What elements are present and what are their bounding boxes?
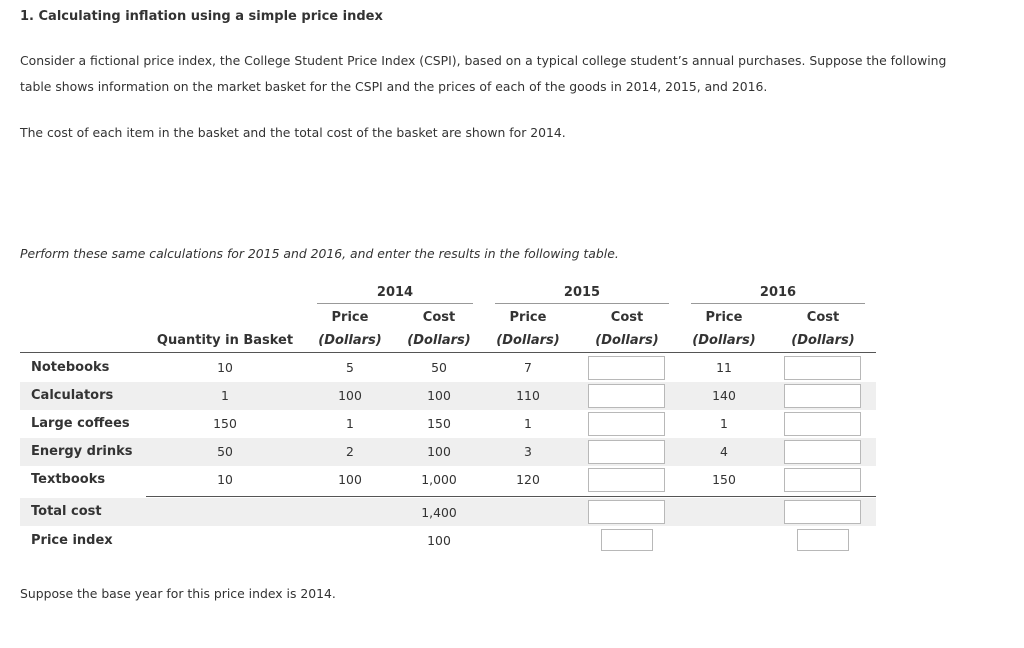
cost-2016-input-calculators[interactable] [784,384,861,408]
price-2015-cell: 120 [516,472,540,487]
cost-2016-input-notebooks[interactable] [784,356,861,380]
year-underline-2015 [495,303,669,304]
intro-line-1: Consider a fictional price index, the College Student Price Index (CSPI), based on a typical college student’s annual purchases. Suppose the following [20,53,947,68]
year-underline-2016 [691,303,865,304]
price-2014-cell: 2 [346,444,354,459]
price-2014-cell: 1 [346,416,354,431]
cost-unit-2015: (Dollars) [595,333,659,348]
cost-2016-input-energy-drinks[interactable] [784,440,861,464]
price-index-2016-input[interactable] [797,529,849,551]
cost-unit-2014: (Dollars) [407,333,471,348]
year-header-2015: 2015 [563,285,601,300]
price-2015-cell: 3 [524,444,532,459]
cost-2015-input-notebooks[interactable] [588,356,665,380]
price-2015-cell: 7 [524,360,532,375]
row-label: Calculators [31,388,114,403]
quantity-cell: 10 [217,472,233,487]
cost-2014-cell: 50 [431,360,447,375]
quantity-cell: 10 [217,360,233,375]
price-2016-cell: 140 [712,388,736,403]
cost-unit-2016: (Dollars) [791,333,855,348]
price-index-label: Price index [31,533,113,548]
cost-2015-input-energy-drinks[interactable] [588,440,665,464]
quantity-cell: 150 [213,416,237,431]
price-2016-cell: 4 [720,444,728,459]
row-label: Large coffees [31,416,130,431]
price-2016-cell: 150 [712,472,736,487]
cost-header-2014: Cost [422,310,456,325]
price-2016-cell: 1 [720,416,728,431]
cost-2014-cell: 150 [427,416,451,431]
base-year-note: Suppose the base year for this price index is 2014. [20,586,336,601]
price-index-2015-input[interactable] [601,529,653,551]
row-label: Textbooks [31,472,106,487]
instructions: Perform these same calculations for 2015 and 2016, and enter the results in the following table. [20,246,619,261]
row-label: Notebooks [31,360,110,375]
cost-2015-input-large-coffees[interactable] [588,412,665,436]
total-cost-2015-input[interactable] [588,500,665,524]
total-cost-2014-value: 1,400 [421,505,457,520]
price-2014-cell: 100 [338,472,362,487]
price-2014-cell: 100 [338,388,362,403]
price-header-2016: Price [705,310,743,325]
cost-2015-input-textbooks[interactable] [588,468,665,492]
cost-header-2015: Cost [610,310,644,325]
total-cost-2016-input[interactable] [784,500,861,524]
quantity-header: Quantity in Basket [156,333,294,348]
year-header-2014: 2014 [376,285,414,300]
cost-header-2016: Cost [806,310,840,325]
cost-2016-input-textbooks[interactable] [784,468,861,492]
cost-2014-cell: 1,000 [421,472,457,487]
question-title: 1. Calculating inflation using a simple price index [20,9,383,24]
quantity-cell: 50 [217,444,233,459]
year-underline-2014 [317,303,473,304]
total-cost-label: Total cost [31,504,102,519]
cost-note: The cost of each item in the basket and the total cost of the basket are shown for 2014. [20,125,566,140]
price-index-2014-value: 100 [427,533,451,548]
price-unit-2016: (Dollars) [692,333,756,348]
total-rule [146,496,876,497]
price-2014-cell: 5 [346,360,354,375]
price-2015-cell: 1 [524,416,532,431]
quantity-cell: 1 [221,388,229,403]
cost-2014-cell: 100 [427,444,451,459]
price-unit-2015: (Dollars) [496,333,560,348]
year-header-2016: 2016 [759,285,797,300]
price-2016-cell: 11 [716,360,732,375]
price-2015-cell: 110 [516,388,540,403]
row-label: Energy drinks [31,444,133,459]
cost-2015-input-calculators[interactable] [588,384,665,408]
price-unit-2014: (Dollars) [318,333,382,348]
cost-2014-cell: 100 [427,388,451,403]
header-rule [20,352,876,353]
intro-line-2: table shows information on the market basket for the CSPI and the prices of each of the goods in 2014, 2015, and 2016. [20,79,768,94]
price-header-2015: Price [509,310,547,325]
price-header-2014: Price [331,310,369,325]
cost-2016-input-large-coffees[interactable] [784,412,861,436]
